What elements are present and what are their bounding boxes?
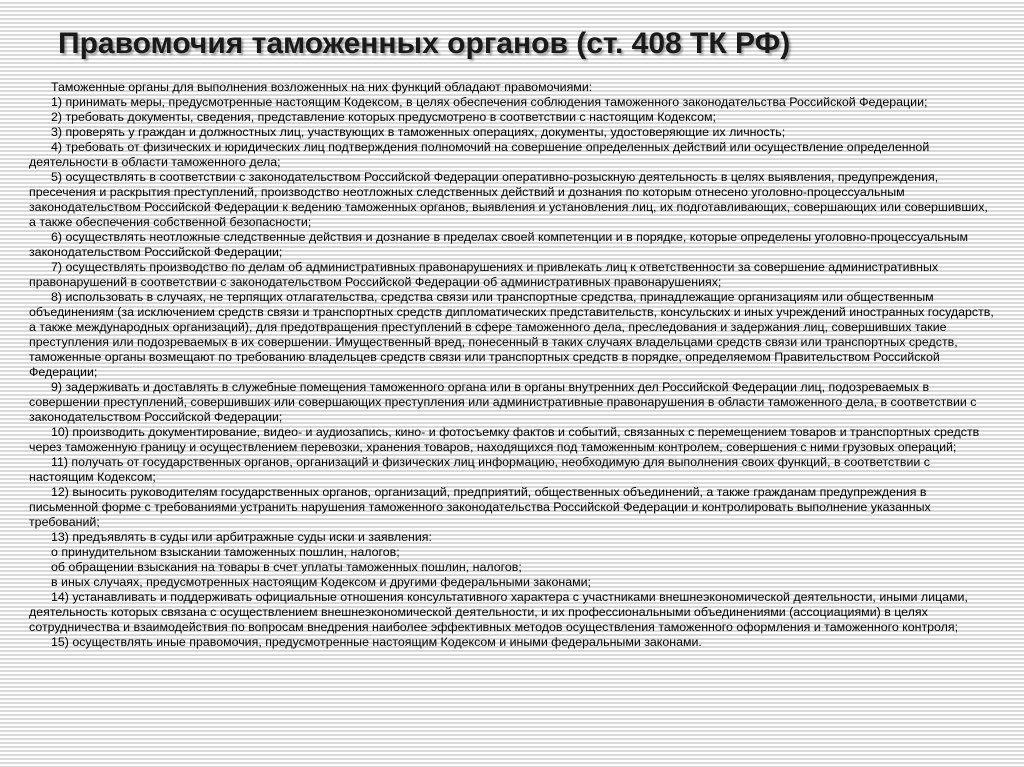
intro-paragraph: Таможенные органы для выполнения возложенных на них функций обладают правомочиями: xyxy=(51,80,593,94)
list-item: 4) требовать от физических и юридических лиц подтверждения полномочий на совершение определенных действий или осуществление определенной деятельности в области таможенного дела; xyxy=(29,140,930,169)
list-item: 9) задерживать и доставлять в служебные помещения таможенного органа или в органы внутренних дел Российской Федерации лиц, подозреваемых в совершении преступлений, совершивших или совершающих преступления или административные правонарушения в области таможенного дела, в соответствии с законодательством Российской Федерации; xyxy=(29,380,977,424)
list-item: 7) осуществлять производство по делам об административных правонарушениях и привлекать лиц к ответственности за совершение административных правонарушений в соответствии с законодательством Российской Федерации об административных правонарушениях; xyxy=(29,260,939,289)
list-item: 5) осуществлять в соответствии с законодательством Российской Федерации оперативно-розыскную деятельность в целях выявления, предупреждения, пресечения и раскрытия преступлений, производство неотложных следственных действий и дознания по которым отнесено уголовно-процессуальным законодательством Российской Федерации к ведению таможенных органов, выявления и установления лиц, их подготавливающих, совершающих или совершивших, а также обеспечения собственной безопасности; xyxy=(29,170,988,229)
list-item: 3) проверять у граждан и должностных лиц, участвующих в таможенных операциях, документы, удостоверяющие их личность; xyxy=(51,125,786,139)
list-item: 2) требовать документы, сведения, представление которых предусмотрено в соответствии с настоящим Кодексом; xyxy=(51,110,716,124)
list-item: о принудительном взыскании таможенных пошлин, налогов; xyxy=(51,545,400,559)
list-item: 8) использовать в случаях, не терпящих отлагательства, средства связи или транспортные средства, принадлежащие организациям или общественным объединениям (за исключением средств связи и транспортных средств дипломатических представительств, консульских и иных учреждений иностранных государств, а также международных организаций), для предотвращения преступлений в сфере таможенного дела, преследования и задержания лиц, совершивших такие преступления или подозреваемых в их совершении. Имущественный вред, понесенный в таких случаях владельцами средств связи или транспортных средств, таможенные органы возмещают по требованию владельцев средств связи или транспортных средств в порядке, определяемом Правительством Российской Федерации; xyxy=(29,290,994,379)
list-item: 14) устанавливать и поддерживать официальные отношения консультативного характера с участниками внешнеэкономической деятельности, иными лицами, деятельность которых связана с осуществлением внешнеэкономической деятельности, и их профессиональными объединениями (ассоциациями) в целях сотрудничества и взаимодействия по вопросам внедрения наиболее эффективных методов осуществления таможенного оформления и таможенного контроля; xyxy=(29,590,968,634)
list-item: 13) предъявлять в суды или арбитражные суды иски и заявления: xyxy=(51,530,432,544)
list-item: 11) получать от государственных органов, организаций и физических лиц информацию, необходимую для выполнения своих функций, в соответствии с настоящим Кодексом; xyxy=(29,455,930,484)
article-text xyxy=(29,80,997,650)
slide-title-reference: (ст. 408 ТК РФ) xyxy=(576,27,791,60)
list-item: 15) осуществлять иные правомочия, предусмотренные настоящим Кодексом и иными федеральными законами. xyxy=(51,635,702,649)
list-item: в иных случаях, предусмотренных настоящим Кодексом и другими федеральными законами; xyxy=(51,575,591,589)
slide-title-main: Правомочия таможенных органов xyxy=(58,27,568,60)
list-item: 1) принимать меры, предусмотренные настоящим Кодексом, в целях обеспечения соблюдения таможенного законодательства Российской Федерации; xyxy=(51,95,928,109)
slide-title xyxy=(58,18,998,70)
list-item: 6) осуществлять неотложные следственные действия и дознание в пределах своей компетенции и в порядке, которые определены уголовно-процессуальным законодательством Российской Федерации; xyxy=(29,230,969,259)
list-item: 12) выносить руководителям государственных органов, организаций, предприятий, общественных объединений, а также гражданам предупреждения в письменной форме с требованиями устранить нарушения таможенного законодательства Российской Федерации и контролировать выполнение указанных требований; xyxy=(29,485,931,529)
list-item: об обращении взыскания на товары в счет уплаты таможенных пошлин, налогов; xyxy=(51,560,522,574)
list-item: 10) производить документирование, видео- и аудиозапись, кино- и фотосъемку фактов и событий, связанных с перемещением товаров и транспортных средств через таможенную границу и осуществлением перевозки, хранения товаров, находящихся под таможенным контролем, совершения с ними грузовых операций; xyxy=(29,425,980,454)
